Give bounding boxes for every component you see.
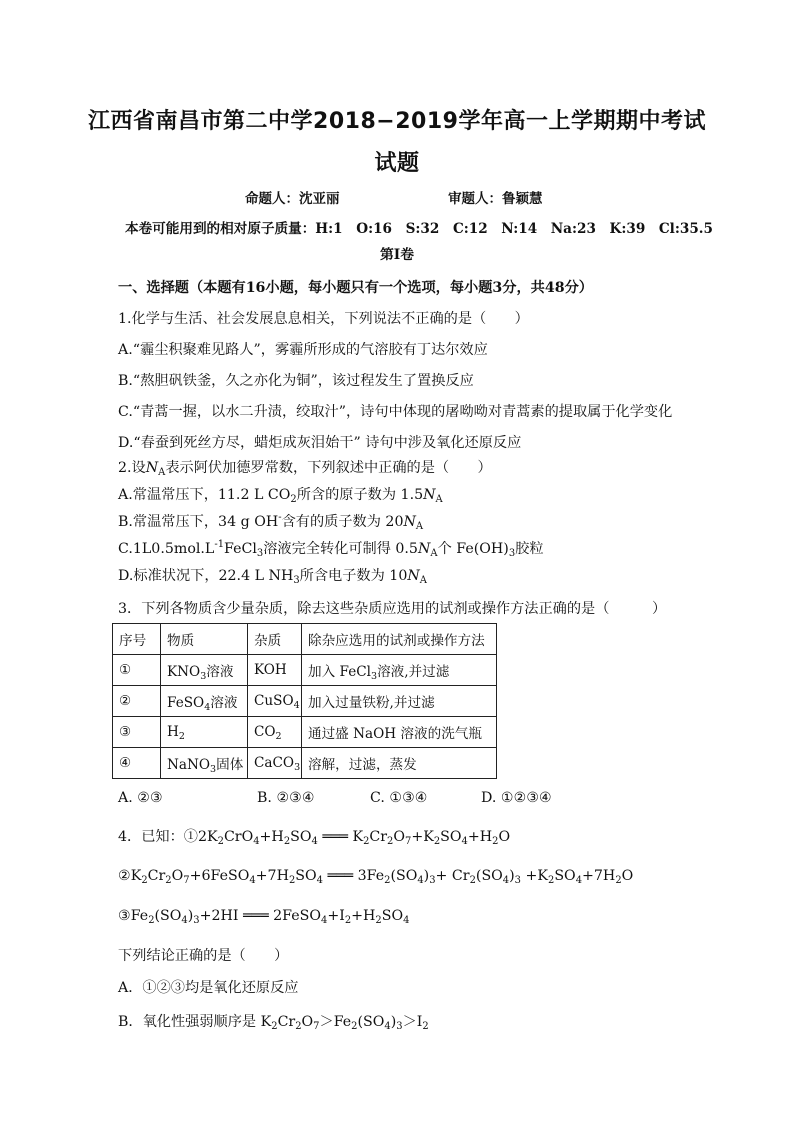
formula-text: ═══ K xyxy=(317,829,364,845)
formula-subscript: 2 xyxy=(351,1021,358,1032)
formula-text: +H xyxy=(259,829,284,845)
formula-subscript: 2 xyxy=(283,836,291,847)
q2-option-d: D.标准状况下，22.4 L $NH_3$所含电子数为 $10N_A$ xyxy=(118,568,427,586)
impurity-cell: $CO_2$ xyxy=(248,717,302,748)
formula-text: + Cr xyxy=(435,868,470,884)
impurity-table xyxy=(112,623,497,779)
formula-text: O xyxy=(498,829,511,845)
impurity-cell: KOH xyxy=(248,655,302,686)
formula-text: Cr xyxy=(147,868,166,884)
formula-subscript: 2 xyxy=(217,836,224,847)
formula-subscript: 3 xyxy=(396,1021,403,1032)
table-row xyxy=(113,655,497,686)
row-number: ④ xyxy=(113,748,161,779)
formula-subscript: 2 xyxy=(492,836,499,847)
formula-subscript: 4 xyxy=(181,915,188,926)
q2-option-c: $C.1L0.5mol.L^{-1}FeCl_3$溶液完全转化可制得 $0.5N_A$个 $Fe(OH)_3$胶粒 xyxy=(118,539,544,559)
q3-option-d: D. ①②③④ xyxy=(481,790,552,806)
equation-1 xyxy=(184,829,510,845)
formula-text: ＞Fe xyxy=(319,1014,352,1030)
formula-text: ) xyxy=(187,908,194,924)
formula-text: SO xyxy=(295,868,317,884)
formula-text: ═══ 3Fe xyxy=(322,868,385,884)
formula-subscript: 7 xyxy=(183,875,190,886)
formula-subscript: 2 xyxy=(615,875,622,886)
q2-option-a: A.常温常压下，11.2 L $CO_2$所含的原子数为 $1.5N_A$ xyxy=(118,487,443,505)
formula-subscript: 2 xyxy=(387,836,394,847)
q3-stem: 3．下列各物质含少量杂质，除去这些杂质应选用的试剂或操作方法正确的是（ ） xyxy=(118,601,667,617)
formula-text: +7H xyxy=(255,868,289,884)
formula-subscript: 2 xyxy=(422,1021,429,1032)
section-heading: 一、选择题（本题有16小题，每小题只有一个选项，每小题3分，共48分） xyxy=(118,280,593,296)
formula-text: O xyxy=(621,868,634,884)
substance-cell: $H_2$ xyxy=(161,717,248,748)
q4-question: 下列结论正确的是（ ） xyxy=(118,948,289,964)
exam-title-line1: 江西省南昌市第二中学2018−2019学年高一上学期期中考试 xyxy=(88,109,706,134)
row-number: ① xyxy=(113,655,161,686)
proposer: 命题人：沈亚丽 xyxy=(245,191,340,207)
formula-subscript: 2 xyxy=(271,1021,278,1032)
formula-subscript: 4 xyxy=(403,915,410,926)
formula-text: O xyxy=(301,1014,314,1030)
formula-text: (SO xyxy=(475,868,503,884)
formula-text: +7H xyxy=(582,868,616,884)
formula-text: Cr xyxy=(277,1014,296,1030)
method-cell: 加入 FeCl$_3$溶液,并过滤 xyxy=(302,655,497,686)
method-cell: 溶解，过滤，蒸发 xyxy=(302,748,497,779)
row-number: ③ xyxy=(113,717,161,748)
formula-text: ) xyxy=(509,868,515,884)
formula-text: +K xyxy=(521,868,548,884)
formula-subscript: 2 xyxy=(469,875,476,886)
formula-text: ②K xyxy=(118,868,142,884)
method-cell: 通过盛 NaOH 溶液的洗气瓶 xyxy=(302,717,497,748)
substance-cell: FeSO$_4$溶液 xyxy=(161,686,248,717)
formula-subscript: 4 xyxy=(321,915,328,926)
q1-option-d: D.“春蚕到死丝方尽，蜡炬成灰泪始干” 诗句中涉及氧化还原反应 xyxy=(118,435,522,451)
formula-text: ) xyxy=(423,868,430,884)
formula-subscript: 7 xyxy=(313,1021,320,1032)
reviewer: 审题人：鲁颖慧 xyxy=(448,191,543,207)
formula-text: +I xyxy=(327,908,345,924)
formula-text: +6FeSO xyxy=(189,868,250,884)
formula-text: O xyxy=(393,829,406,845)
formula-subscript: 4 xyxy=(253,836,260,847)
formula-subscript: 2 xyxy=(165,875,172,886)
formula-subscript: 4 xyxy=(311,836,318,847)
q3-option-b: B. ②③④ xyxy=(257,790,315,806)
volume-label: 第Ⅰ卷 xyxy=(379,247,415,263)
formula-subscript: 2 xyxy=(141,875,148,886)
q1-option-a: A.“霾尘积聚难见路人”，雾霾所形成的气溶胶有丁达尔效应 xyxy=(118,342,488,358)
formula-text: +H xyxy=(351,908,376,924)
q4-option-b xyxy=(118,1011,429,1031)
q2-option-b: B.常温常压下，34 g OH-含有的质子数为 $20N_A$ xyxy=(118,512,424,532)
formula-subscript: 2 xyxy=(295,1021,302,1032)
header-cell: 物质 xyxy=(161,624,248,655)
q1-stem: 1.化学与生活、社会发展息息相关，下列说法不正确的是（ ） xyxy=(118,311,529,327)
formula-subscript: 4 xyxy=(575,875,583,886)
formula-text: +H xyxy=(467,829,493,845)
formula-subscript: 2 xyxy=(433,836,441,847)
q4-option-a: A．①②③均是氧化还原反应 xyxy=(118,980,299,996)
q3-option-a: A. ②③ xyxy=(118,790,163,806)
impurity-cell: CaCO$_3$ xyxy=(248,748,302,779)
substance-cell: $KNO_3$溶液 xyxy=(161,655,248,686)
formula-subscript: 4 xyxy=(417,875,424,886)
formula-subscript: 2 xyxy=(148,915,155,926)
header-cell: 序号 xyxy=(113,624,161,655)
formula-subscript: 2 xyxy=(384,875,391,886)
exam-title-line2: 试题 xyxy=(374,151,420,176)
formula-text: SO xyxy=(440,829,462,845)
formula-text: (SO xyxy=(357,1014,385,1030)
formula-text: SO xyxy=(554,868,576,884)
table-row xyxy=(113,717,497,748)
formula-text: CrO xyxy=(223,829,254,845)
header-cell: 除杂应选用的试剂或操作方法 xyxy=(302,624,497,655)
formula-subscript: 3 xyxy=(429,875,436,886)
equation-2 xyxy=(118,868,633,884)
formula-subscript: 4 xyxy=(461,836,468,847)
table-row xyxy=(113,686,497,717)
formula-subscript: 2 xyxy=(375,915,382,926)
formula-subscript: 2 xyxy=(548,875,555,886)
formula-text: SO xyxy=(381,908,404,924)
atomic-masses: 本卷可能用到的相对原子质量：H:1 O:16 S:32 C:12 N:14 Na:23 K:39 Cl:35.5 xyxy=(125,221,713,237)
substance-cell: NaNO$_3$固体 xyxy=(161,748,248,779)
q1-option-c: C.“青蒿一握，以水二升渍，绞取汁”，诗句中体现的屠呦呦对青蒿素的提取属于化学变化 xyxy=(118,404,673,420)
method-cell: 加入过量铁粉,并过滤 xyxy=(302,686,497,717)
formula-subscript: 3 xyxy=(193,915,200,926)
formula-subscript: 2 xyxy=(344,915,352,926)
impurity-cell: CuSO$_4$ xyxy=(248,686,302,717)
formula-text: ①2K xyxy=(183,829,218,845)
formula-text: +2HI ═══ 2FeSO xyxy=(199,908,321,924)
formula-text: ＞I xyxy=(402,1014,423,1030)
header-cell: 杂质 xyxy=(248,624,302,655)
q4-line1: 4．已知：$①2K_2CrO_4+H_2SO_4$ ═══ $K_2Cr_2O_7+K_2SO_4+H_2O$ xyxy=(118,829,511,847)
q2-stem: 2.设$N_A$表示阿伏加德罗常数，下列叙述中正确的是（ ） xyxy=(118,460,492,478)
formula-subscript: 4 xyxy=(384,1021,391,1032)
formula-subscript: 4 xyxy=(249,875,256,886)
q3-option-c: C. ①③④ xyxy=(370,790,428,806)
formula-text: ) xyxy=(390,1014,397,1030)
table-header-row xyxy=(113,624,497,655)
formula-text: O xyxy=(171,868,184,884)
formula-subscript: 4 xyxy=(502,875,510,886)
row-number: ② xyxy=(113,686,161,717)
formula-text: (SO xyxy=(154,908,182,924)
formula-text: SO xyxy=(290,829,312,845)
formula-subscript: 3 xyxy=(514,875,521,886)
table-row xyxy=(113,748,497,779)
formula-text: +K xyxy=(411,829,434,845)
formula-subscript: 4 xyxy=(316,875,323,886)
q1-option-b: B.“熬胆矾铁釜，久之亦化为铜”，该过程发生了置换反应 xyxy=(118,373,474,389)
formula-text: Cr xyxy=(369,829,388,845)
formula-subscript: 7 xyxy=(405,836,412,847)
formula-text: ③Fe xyxy=(118,908,149,924)
equation-3 xyxy=(118,908,409,924)
formula-text: (SO xyxy=(390,868,418,884)
formula-text: B．氧化性强弱顺序是 K xyxy=(118,1014,272,1030)
formula-subscript: 2 xyxy=(363,836,370,847)
formula-subscript: 2 xyxy=(288,875,296,886)
